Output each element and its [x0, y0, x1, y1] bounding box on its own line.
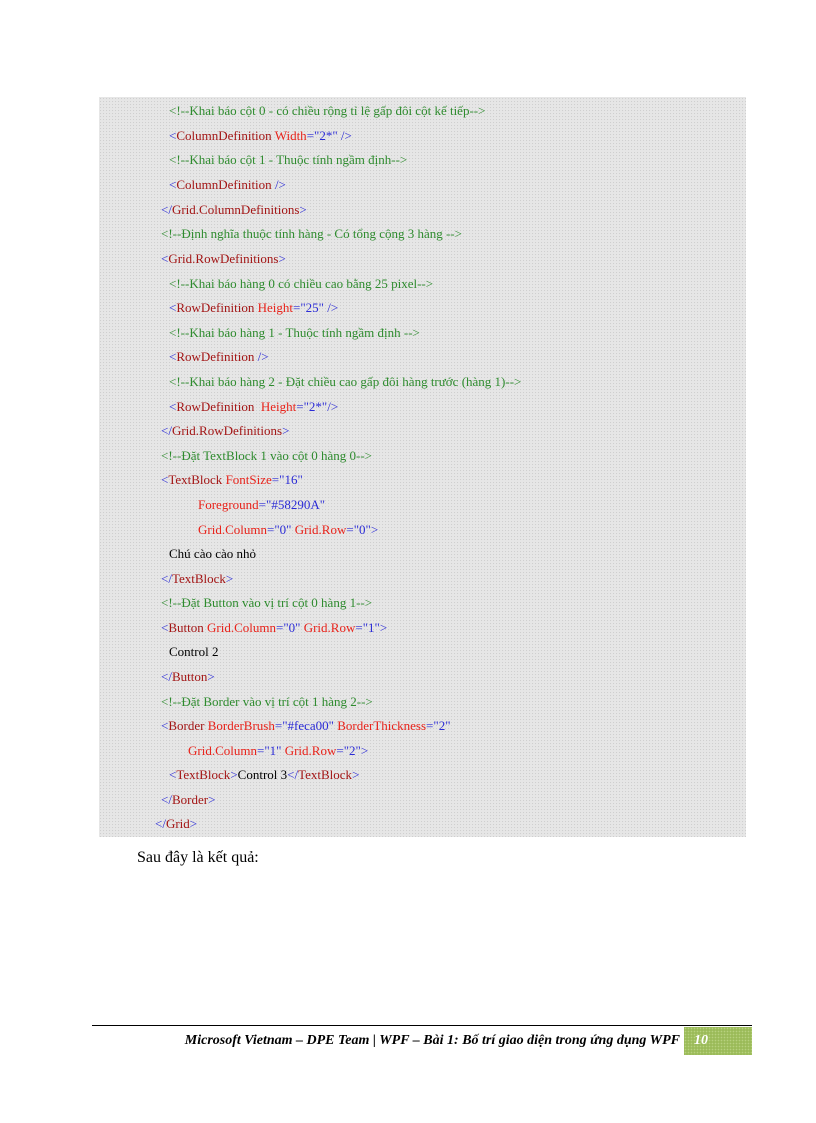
code-line: [188, 743, 368, 759]
code-token: <!--Định nghĩa thuộc tính hàng - Có tổng cộng 3 hàng -->: [161, 226, 462, 241]
code-token: >: [360, 743, 369, 758]
code-line: [169, 325, 420, 341]
code-token: </: [161, 571, 172, 586]
code-token: Height: [254, 399, 297, 414]
code-token: BorderThickness: [333, 718, 427, 733]
code-token: </: [161, 202, 172, 217]
code-token: </: [155, 816, 166, 831]
code-line: [169, 644, 218, 660]
code-line: [169, 128, 352, 144]
code-token: />: [254, 349, 269, 364]
code-token: />: [271, 177, 286, 192]
code-token: Grid.Column: [188, 743, 257, 758]
code-line: [161, 595, 372, 611]
code-token: >: [282, 423, 290, 438]
code-token: =: [266, 522, 275, 537]
code-token: <: [161, 620, 169, 635]
code-line: [169, 399, 338, 415]
code-token: =: [271, 472, 280, 487]
code-line: [198, 497, 325, 513]
code-token: Chú cào cào nhỏ: [169, 546, 257, 561]
code-token: Grid.Row: [281, 743, 337, 758]
code-token: />: [337, 128, 352, 143]
code-token: Grid.RowDefinitions: [168, 251, 279, 266]
code-token: >: [379, 620, 388, 635]
code-token: Border: [168, 718, 205, 733]
code-token: />: [323, 300, 339, 315]
code-token: <!--Khai báo hàng 2 - Đặt chiều cao gấp đôi hàng trước (hàng 1)-->: [169, 374, 522, 389]
code-line: [169, 177, 286, 193]
code-token: <: [169, 349, 177, 364]
code-line: [169, 152, 407, 168]
code-token: >: [207, 669, 215, 684]
code-token: "0": [283, 620, 301, 635]
code-token: >: [370, 522, 379, 537]
code-token: "2*": [314, 128, 338, 143]
code-token: ColumnDefinition: [176, 177, 272, 192]
footer-divider: [92, 1025, 752, 1026]
code-token: >: [208, 792, 216, 807]
code-token: <!--Đặt Border vào vị trí cột 1 hàng 2-->: [161, 694, 373, 709]
code-token: <: [169, 399, 177, 414]
code-token: >: [189, 816, 198, 831]
code-token: Grid.Row: [300, 620, 356, 635]
code-token: "25": [300, 300, 324, 315]
code-token: RowDefinition: [176, 349, 255, 364]
code-token: <: [169, 300, 177, 315]
code-token: Button: [168, 620, 204, 635]
code-token: =: [306, 128, 315, 143]
code-line: [169, 103, 485, 119]
code-block: [99, 97, 746, 837]
code-token: =: [336, 743, 344, 758]
code-token: "16": [279, 472, 303, 487]
code-token: ColumnDefinition: [176, 128, 272, 143]
code-token: <: [161, 251, 169, 266]
result-intro-text: Sau đây là kết quả:: [137, 849, 259, 866]
code-token: "2": [343, 743, 361, 758]
code-token: "#feca00": [282, 718, 334, 733]
code-token: =: [355, 620, 363, 635]
code-token: "2*": [303, 399, 328, 414]
code-token: BorderBrush: [204, 718, 275, 733]
footer-title: Microsoft Vietnam – DPE Team | WPF – Bài 1: Bố trí giao diện trong ứng dụng WPF: [184, 1033, 680, 1048]
code-line: [161, 202, 307, 218]
code-token: Button: [171, 669, 208, 684]
code-line: [161, 226, 462, 242]
code-token: >: [225, 571, 234, 586]
code-token: Grid.RowDefinitions: [171, 423, 283, 438]
code-line: [169, 374, 521, 390]
code-token: RowDefinition: [176, 399, 255, 414]
code-token: </: [161, 792, 172, 807]
code-line: [169, 546, 256, 562]
code-token: Grid.Column: [198, 522, 267, 537]
code-line: [161, 448, 372, 464]
code-token: =: [296, 399, 304, 414]
code-line: [161, 718, 451, 734]
code-token: >: [230, 767, 238, 782]
code-token: =: [275, 620, 284, 635]
code-line: [161, 251, 286, 267]
code-token: "0": [274, 522, 292, 537]
code-line: [198, 522, 378, 538]
code-token: Grid.Row: [291, 522, 347, 537]
code-token: TextBlock: [176, 767, 231, 782]
code-token: >: [278, 251, 286, 266]
code-line: [161, 620, 387, 636]
code-token: "#58290A": [266, 497, 326, 512]
code-line: [161, 423, 289, 439]
code-token: =: [258, 497, 267, 512]
code-line: [169, 349, 269, 365]
code-line: [161, 571, 233, 587]
code-token: </: [161, 669, 172, 684]
page-number-badge: [684, 1027, 752, 1055]
code-line: [161, 669, 215, 685]
code-token: Control 3: [237, 767, 288, 782]
code-token: </: [287, 767, 299, 782]
code-line: [169, 300, 338, 316]
code-token: <!--Khai báo hàng 0 có chiều cao bằng 25 pixel-->: [169, 276, 434, 291]
code-token: "1": [362, 620, 380, 635]
code-token: "0": [353, 522, 371, 537]
code-token: "2": [433, 718, 451, 733]
code-token: Grid.ColumnDefinitions: [171, 202, 300, 217]
code-token: TextBlock: [171, 571, 226, 586]
code-token: =: [256, 743, 265, 758]
code-token: <!--Khai báo cột 0 - có chiều rộng tỉ lệ gấp đôi cột kế tiếp-->: [169, 103, 486, 118]
code-token: TextBlock: [168, 472, 223, 487]
code-line: [161, 472, 303, 488]
code-line: [155, 816, 197, 832]
code-token: >: [352, 767, 360, 782]
code-token: <: [169, 767, 177, 782]
code-token: TextBlock: [298, 767, 353, 782]
code-token: Foreground: [198, 497, 259, 512]
code-token: />: [327, 399, 339, 414]
code-line: [161, 694, 373, 710]
code-token: RowDefinition: [176, 300, 255, 315]
code-token: =: [274, 718, 283, 733]
code-token: Grid.Column: [203, 620, 276, 635]
code-token: <!--Khai báo hàng 1 - Thuộc tính ngầm định -->: [169, 325, 420, 340]
code-line: [161, 792, 215, 808]
code-token: =: [346, 522, 354, 537]
code-token: Height: [254, 300, 293, 315]
code-token: >: [299, 202, 307, 217]
code-token: <!--Đặt Button vào vị trí cột 0 hàng 1-->: [161, 595, 373, 610]
code-token: Border: [171, 792, 209, 807]
code-token: Grid: [165, 816, 190, 831]
code-token: Control 2: [169, 644, 219, 659]
code-token: </: [161, 423, 172, 438]
code-token: "1": [264, 743, 282, 758]
code-line: [169, 767, 359, 783]
page-number: 10: [694, 1033, 708, 1048]
code-token: Width: [271, 128, 307, 143]
code-token: FontSize: [222, 472, 272, 487]
code-token: <: [169, 177, 177, 192]
code-token: <: [161, 472, 169, 487]
code-token: <!--Đặt TextBlock 1 vào cột 0 hàng 0-->: [161, 448, 372, 463]
code-token: <: [169, 128, 177, 143]
code-token: =: [426, 718, 434, 733]
code-token: <!--Khai báo cột 1 - Thuộc tính ngầm định-->: [169, 152, 408, 167]
code-token: <: [161, 718, 169, 733]
code-line: [169, 276, 433, 292]
code-token: =: [292, 300, 301, 315]
